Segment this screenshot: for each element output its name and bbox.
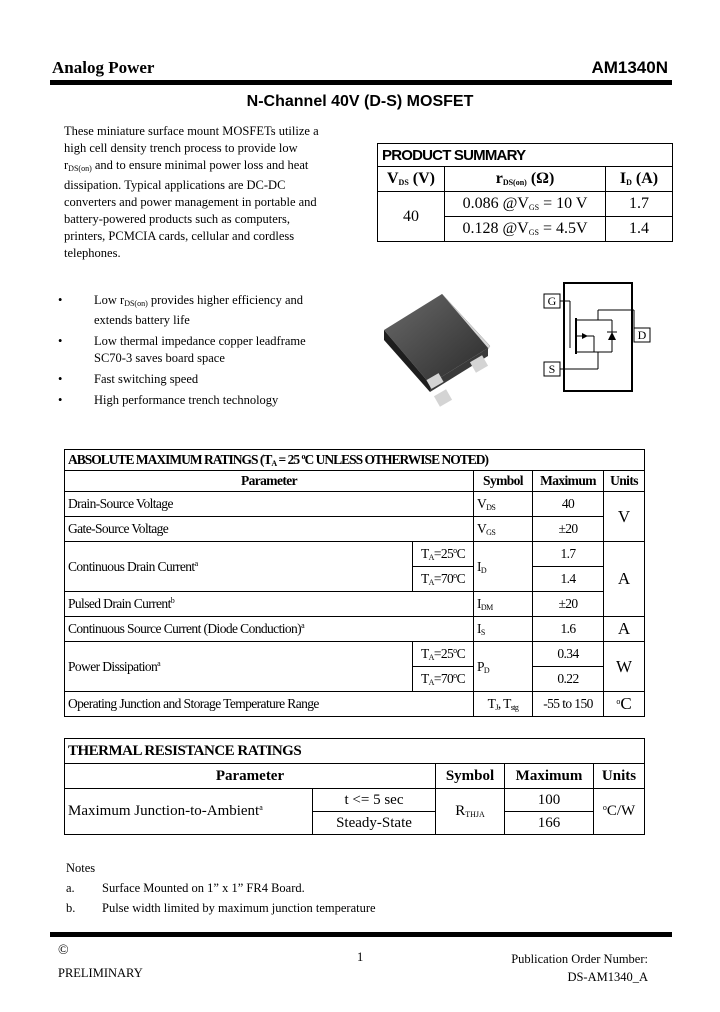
description-line: dissipation. Typical applications are DC-DC xyxy=(64,178,286,192)
max-cell: 0.22 xyxy=(533,667,604,692)
param-cell: Continuous Source Current (Diode Conduction)$^a$ xyxy=(65,617,474,642)
footer-rule xyxy=(50,932,672,937)
symbol-cell: $R_{THJA}$ xyxy=(436,789,505,835)
rds-value: 0.128 $@V_{GS} = 4.5V$ xyxy=(445,217,606,242)
max-cell: 40 xyxy=(533,492,604,517)
description-line: printers, PCMCIA cards, cellular and cordless xyxy=(64,229,295,243)
mosfet-schematic xyxy=(538,280,654,394)
product-summary-title: PRODUCT SUMMARY xyxy=(378,144,673,167)
publication-number: DS-AM1340_A xyxy=(567,970,648,984)
symbol-cell: $T_J$, $T_{stg}$ xyxy=(474,692,533,717)
max-cell: 166 xyxy=(505,812,594,835)
header-units: Units xyxy=(594,764,645,789)
description-line: high cell density trench process to provide low xyxy=(64,141,298,155)
unit-cell: A xyxy=(604,542,645,617)
max-cell: ±20 xyxy=(533,592,604,617)
header-rule xyxy=(50,80,672,85)
product-summary-table xyxy=(377,143,673,242)
notes-title: Notes xyxy=(66,861,96,875)
abs-max-title: ABSOLUTE MAXIMUM RATINGS ($T_A = 25$ $^o$C UNLESS OTHERWISE NOTED) xyxy=(65,450,645,471)
max-cell: 0.34 xyxy=(533,642,604,667)
symbol-cell: $I_S$ xyxy=(474,617,533,642)
max-cell: 1.6 xyxy=(533,617,604,642)
unit-cell: $^o$C/W xyxy=(594,789,645,835)
header-parameter: Parameter xyxy=(65,471,474,492)
symbol-cell: $I_{DM}$ xyxy=(474,592,533,617)
max-cell: ±20 xyxy=(533,517,604,542)
condition-cell: t <= 5 sec xyxy=(313,789,436,812)
notes-section xyxy=(66,858,376,918)
description-line: $r_{DS(on)}$ and to ensure minimal power loss and heat xyxy=(64,158,309,173)
preliminary-label: PRELIMINARY xyxy=(58,966,143,980)
header-parameter: Parameter xyxy=(65,764,436,789)
source-label: S xyxy=(548,362,556,376)
feature-list xyxy=(58,292,348,413)
param-cell: Power Dissipation$^a$ xyxy=(65,642,413,692)
param-cell: Maximum Junction-to-Ambient$^a$ xyxy=(65,789,313,835)
unit-cell: $^o$C xyxy=(604,692,645,717)
symbol-cell: $V_{DS}$ xyxy=(474,492,533,517)
header-maximum: Maximum xyxy=(505,764,594,789)
copyright-symbol: © xyxy=(58,943,69,958)
header-units: Units xyxy=(604,471,645,492)
condition-cell: $T_A=70^oC$ xyxy=(413,567,474,592)
param-cell: Operating Junction and Storage Temperature Range xyxy=(65,692,474,717)
param-cell: Pulsed Drain Current$^b$ xyxy=(65,592,474,617)
condition-cell: $T_A=25^oC$ xyxy=(413,642,474,667)
header-id: $I_D$ (A) xyxy=(606,167,673,192)
feature-item: • Fast switching speed xyxy=(58,372,199,386)
thermal-title: THERMAL RESISTANCE RATINGS xyxy=(65,739,645,764)
feature-item: • High performance trench technology xyxy=(58,393,279,407)
symbol-cell: $I_D$ xyxy=(474,542,533,592)
param-cell: Continuous Drain Current$^a$ xyxy=(65,542,413,592)
part-number: AM1340N xyxy=(591,58,668,77)
unit-cell: V xyxy=(604,492,645,542)
condition-cell: $T_A=25^oC$ xyxy=(413,542,474,567)
param-cell: Drain-Source Voltage xyxy=(65,492,474,517)
max-cell: 1.4 xyxy=(533,567,604,592)
condition-cell: Steady-State xyxy=(313,812,436,835)
header-symbol: Symbol xyxy=(474,471,533,492)
header-symbol: Symbol xyxy=(436,764,505,789)
header-maximum: Maximum xyxy=(533,471,604,492)
absolute-max-ratings-table xyxy=(64,449,645,717)
drain-label: D xyxy=(637,328,647,342)
publication-label: Publication Order Number: xyxy=(511,952,648,966)
description-line: converters and power management in portable and xyxy=(64,195,317,209)
gate-label: G xyxy=(547,294,557,308)
note-item: a. Surface Mounted on 1” x 1” FR4 Board. xyxy=(66,881,305,895)
description-line: battery-powered products such as computers, xyxy=(64,212,290,226)
header-rds: $r_{DS(on)}$ (Ω) xyxy=(445,167,606,192)
publication-info xyxy=(511,950,648,986)
condition-cell: $T_A=70^oC$ xyxy=(413,667,474,692)
description-line: telephones. xyxy=(64,246,121,260)
page-number: 1 xyxy=(357,950,364,964)
max-cell: -55 to 150 xyxy=(533,692,604,717)
id-value: 1.4 xyxy=(606,217,673,242)
sc70-package-image xyxy=(380,288,500,410)
feature-item: • Low $r_{DS(on)}$ provides higher efficiency and extends battery life xyxy=(58,293,304,327)
vds-value: 40 xyxy=(378,192,445,242)
max-cell: 100 xyxy=(505,789,594,812)
param-cell: Gate-Source Voltage xyxy=(65,517,474,542)
thermal-resistance-table xyxy=(64,738,645,835)
description xyxy=(64,123,346,262)
feature-item: • Low thermal impedance copper leadframe SC70-3 saves board space xyxy=(58,334,306,365)
id-value: 1.7 xyxy=(606,192,673,217)
note-item: b. Pulse width limited by maximum junction temperature xyxy=(66,901,376,915)
description-line: These miniature surface mount MOSFETs utilize a xyxy=(64,124,319,138)
rds-value: 0.086 $@V_{GS} = 10$ V xyxy=(445,192,606,217)
symbol-cell: $V_{GS}$ xyxy=(474,517,533,542)
company-name: Analog Power xyxy=(52,58,155,77)
unit-cell: W xyxy=(604,642,645,692)
max-cell: 1.7 xyxy=(533,542,604,567)
unit-cell: A xyxy=(604,617,645,642)
symbol-cell: $P_D$ xyxy=(474,642,533,692)
header-vds: $V_{DS}$ (V) xyxy=(378,167,445,192)
document-title: N-Channel 40V (D-S) MOSFET xyxy=(246,93,474,110)
